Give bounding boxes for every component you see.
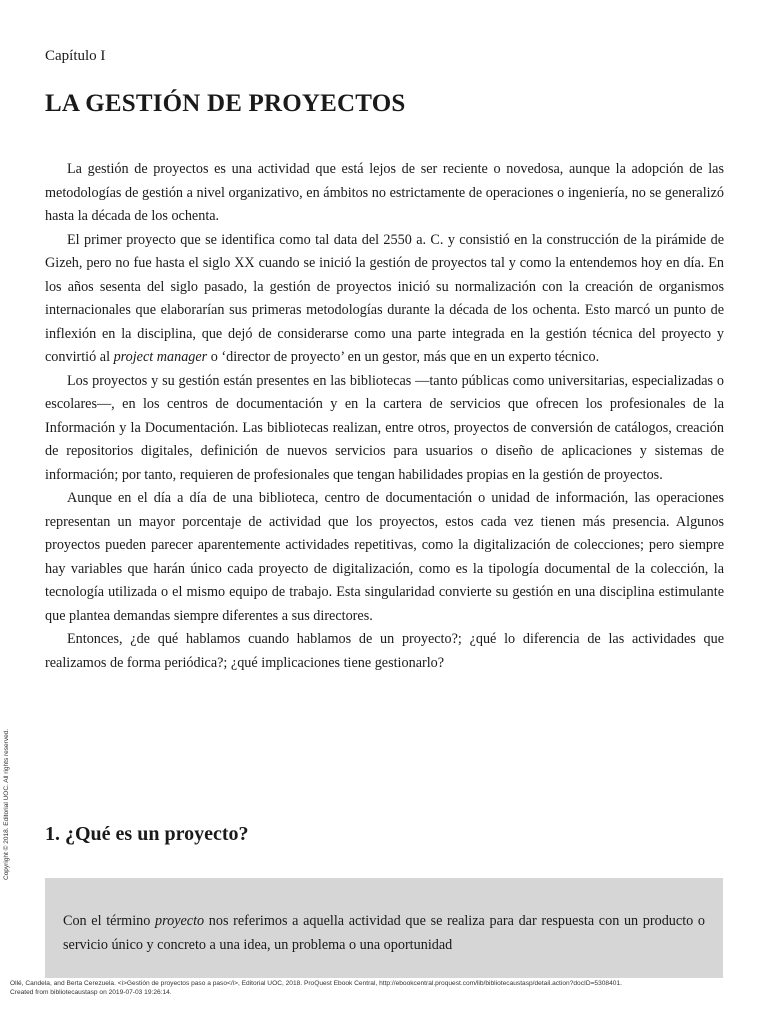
chapter-body (45, 158, 724, 675)
paragraph-2-text-b: o ‘director de proyecto’ en un gestor, más que en un experto técnico. (207, 349, 600, 365)
paragraph-5: Entonces, ¿de qué hablamos cuando hablamos de un proyecto?; ¿qué lo diferencia de las actividades que realizamos de forma periódica?; ¿qué implicaciones tiene gestionarlo? (45, 631, 724, 671)
section-heading: 1. ¿Qué es un proyecto? (45, 823, 249, 845)
footer-citation (10, 980, 760, 997)
definition-text-a: Con el término (63, 913, 156, 929)
definition-box (45, 878, 723, 978)
paragraph-1: La gestión de proyectos es una actividad que está lejos de ser reciente o novedosa, aunque la adopción de las metodologías de gestión a nivel organizativo, en ámbitos no estrictamente de operaciones o ingeniería, no se generalizó hasta la década de los ochenta. (45, 161, 724, 224)
side-copyright-notice: Copyright © 2018. Editorial UOC. All rights reserved. (3, 728, 10, 880)
definition-text-b: nos referimos a aquella actividad que se realiza para dar respuesta con un producto o servicio único y concreto a una idea, un problema o una oportunidad (63, 913, 705, 953)
paragraph-2 (45, 229, 724, 370)
footer-citation-line-1: Ollé, Candela, and Berta Cerezuela. <i>Gestión de proyectos paso a paso</i>, Editorial UOC, 2018. ProQuest Ebook Central, http://ebookcentral.proquest.com/lib/bibliotecaustasp/detail.action?docID=5308401. (10, 980, 622, 987)
paragraph-4: Aunque en el día a día de una biblioteca, centro de documentación o unidad de información, las operaciones representan un mayor porcentaje de actividad que los proyectos, estos cada vez tienen más presencia. Algunos proyectos pueden parecer aparentemente actividades repetitivas, como la digitalización de colecciones; pero siempre hay variables que harán único cada proyecto de digitalización, como es la tipología documental de la colección, la tecnología utilizada o el mismo equipo de trabajo. Esta singularidad convierte su gestión en una disciplina estimulante que plantea demandas siempre diferentes a sus directores. (45, 490, 724, 624)
chapter-label: Capítulo I (45, 48, 106, 64)
definition-emphasis: proyecto (155, 913, 205, 929)
paragraph-2-emphasis: project manager (113, 349, 208, 365)
chapter-title: LA GESTIÓN DE PROYECTOS (45, 90, 406, 117)
footer-citation-line-2: Created from bibliotecaustasp on 2019-07-03 19:26:14. (10, 988, 172, 996)
paragraph-2-text-a: El primer proyecto que se identifica como tal data del 2550 a. C. y consistió en la construcción de la pirámide de Gizeh, pero no fue hasta el siglo XX cuando se inició la gestión de proyectos tal y como la entendemos hoy en día. En los años sesenta del siglo pasado, la gestión de proyectos inició su normalización con la creación de organismos internacionales que elaborarían sus primeras metodologías durante la década de los ochenta. Esto marcó un punto de inflexión en la disciplina, que dejó de considerarse como una parte integrada en la gestión técnica del proyecto y convirtió al (45, 231, 724, 365)
paragraph-3: Los proyectos y su gestión están presentes en las bibliotecas —tanto públicas como universitarias, especializadas o escolares—, en los centros de documentación y en la cartera de servicios que ofrecen los profesionales de la Información y la Documentación. Las bibliotecas realizan, entre otros, proyectos de conversión de catálogos, creación de repositorios digitales, definición de nuevos servicios para usuarios o diseño de aplicaciones y sistemas de información; por tanto, requieren de profesionales que tengan habilidades propias en la gestión de proyectos. (45, 372, 724, 483)
